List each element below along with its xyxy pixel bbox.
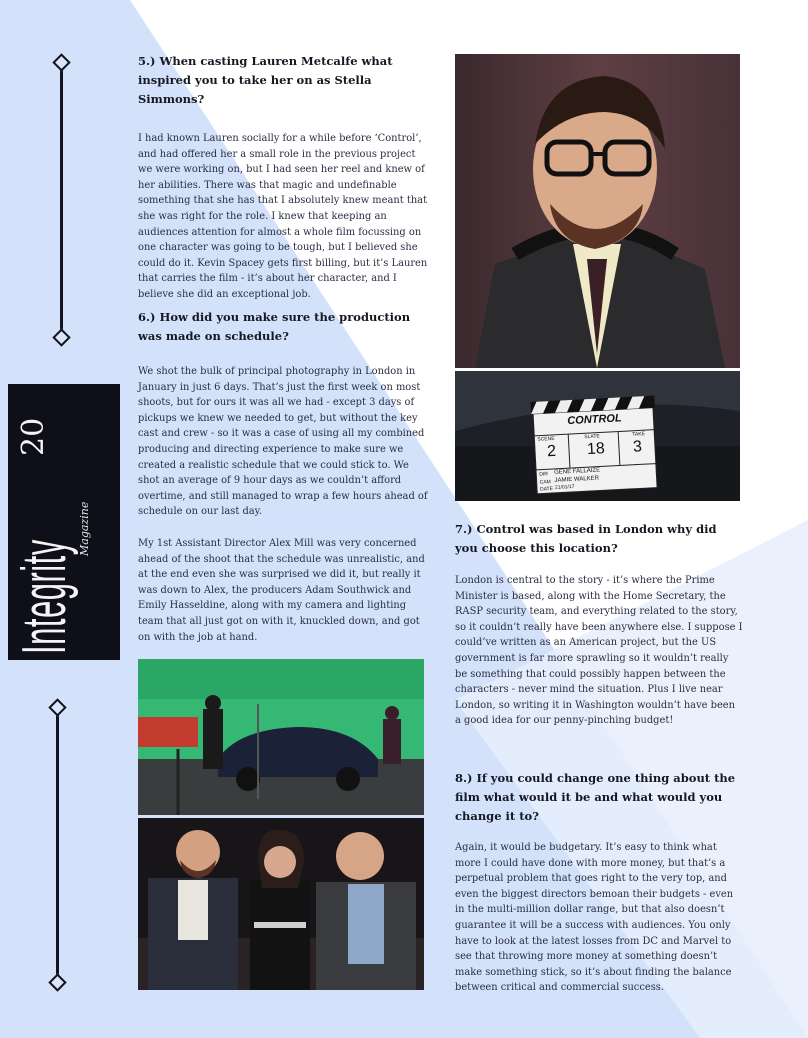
cast-crew-photo [138,818,424,990]
answer-7-paragraph: London is central to the story - it’s where the Prime Minister is based, along with the Home Secretary, the RASP security team, and everything related to the story, so it couldn’t really have been anywhere else. I suppose I could’ve written as an American project, but the US government is far more sprawling so it wouldn’t really be something that could possibly happen between the characters - never mind the situation. Plus I live near London, so writing it in Washington wouldn’t have been a good idea for our penny-pinching budget! [455,575,743,727]
left-column-section-6 [138,308,428,645]
clapper-date-label: DATE [539,485,554,493]
clapper-director-label: DIR [539,471,549,478]
magazine-title: Integrity [10,539,79,654]
magazine-masthead [8,384,120,660]
clapper-director: GENE FALLAIZE [554,467,601,476]
answer-6-paragraph-2: My 1st Assistant Director Alex Mill was very concerned ahead of the shoot that the schedule was unrealistic, and at the end even she was surprised we did it, but really it was down to Alex, the producers Adam Southwick and Emily Hasseldine, along with my camera and lighting team that all just got on with it, knuckled down, and got on with the job at hand. [138,537,425,643]
magazine-subtitle: Magazine [78,501,91,556]
clapperboard-labels [533,408,657,494]
diamond-ornament [52,53,70,71]
answer-6-paragraph-1: We shot the bulk of principal photography in London in January in just 6 days. That’s just the first week on most shoots, but for ours it was all we had - except 3 days of pickups we knew we needed to get, but without the key cast and crew - so it was a case of using all my combined producing and directing experience to make sure we created a realistic schedule that we could stick to. We shot an average of 9 hour days as we couldn’t afford overtime, and still managed to wrap a few hours ahead of schedule on our last day. [138,366,428,518]
question-8: 8.) If you could change one thing about the film what would it be and what would you change it to? [455,771,736,823]
clapperboard-photo [455,371,740,501]
question-7: 7.) Control was based in London why did you choose this location? [455,522,717,555]
diamond-ornament [48,698,66,716]
green-screen-set-photo [138,659,424,815]
question-6: 6.) How did you make sure the production was made on schedule? [138,310,411,343]
diamond-ornament [52,328,70,346]
clapper-camera: JAMIE WALKER [554,475,600,484]
clapper-slate-value: 18 [586,440,606,459]
clapper-scene-label: SCENE [537,435,555,443]
clapper-title: CONTROL [566,412,622,428]
clapper-take-value: 3 [632,438,643,456]
left-column [138,52,428,303]
clapper-scene-value: 2 [546,442,557,461]
decorative-line-bottom [56,710,59,980]
decorative-line-top [60,64,63,336]
clapper-camera-label: CAM [539,479,551,486]
clapper-take-label: TAKE [632,431,646,438]
diamond-ornament [48,973,66,991]
page-number: 20 [16,417,51,456]
director-portrait-photo [455,54,740,368]
answer-5-paragraph: I had known Lauren socially for a while before ‘Control’, and had offered her a small role in the previous project we were working on, but I had seen her reel and knew of her abilities. There was that magic and undefinable something that she has that I absolutely knew meant that she was right for the role. I knew that keeping an audiences attention for almost a whole film focussing on one character was going to be tough, but I believed she could do it. Kevin Spacey gets first billing, but it’s Lauren that carries the film - it’s about her character, and I believe she did an exceptional job. [138,133,428,300]
question-5: 5.) When casting Lauren Metcalfe what inspired you to take her on as Stella Simmons? [138,54,393,106]
right-column-section-8 [455,769,743,996]
right-column-section-7 [455,520,743,729]
answer-8-paragraph: Again, it would be budgetary. It’s easy to think what more I could have done with more money, but that’s a perpetual problem that goes right to the very top, and even the biggest directors bemoan their budgets - even in the multi-million dollar range, but that also doesn’t guarantee it will be a success with audiences. You only have to look at the latest losses from DC and Marvel to see that throwing more money at something doesn’t make something stick, so it’s about finding the balance between critical and commercial success. [455,842,734,994]
clapper-slate-label: SLATE [584,433,600,441]
clapper-date: 21/01/17 [554,483,575,491]
